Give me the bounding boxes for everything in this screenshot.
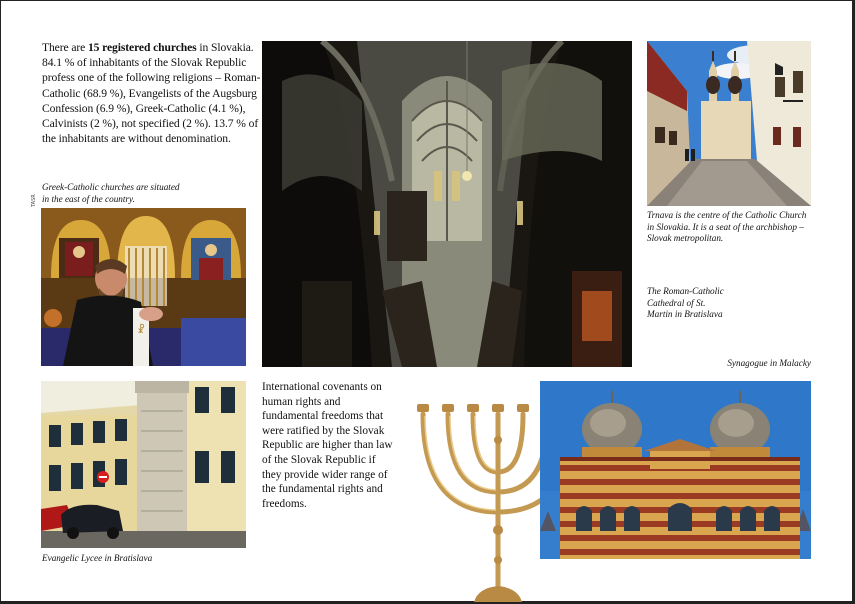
synagogue-caption: Synagogue in Malacky (727, 358, 811, 368)
intro-paragraph (42, 40, 262, 146)
greek-catholic-caption-line-1: Greek-Catholic churches are situated (42, 182, 180, 192)
cathedral-caption-line-1: The Roman-Catholic (647, 286, 724, 296)
cathedral-caption (647, 286, 807, 321)
greek-catholic-caption-line-2: in the east of the country. (42, 193, 135, 204)
cathedral-caption-line-2: Cathedral of St. (647, 297, 706, 308)
trnava-street-photo (647, 41, 811, 206)
cathedral-interior-photo (262, 41, 632, 367)
synagogue-photo (540, 381, 811, 559)
svg-text:☧: ☧ (137, 325, 145, 336)
intro-bold: 15 registered churches (87, 41, 197, 54)
greek-catholic-caption (42, 182, 252, 205)
trnava-caption-line-1: Trnava is the centre of the Catholic Church (647, 210, 807, 220)
cathedral-caption-line-3: Martin in Bratislava (647, 309, 723, 319)
greek-catholic-church-photo (41, 208, 246, 366)
intro-rest: in Slovakia. 84.1 % of inhabitants of the Slovak Republic profess one of the following religions – Roman-Catholic (68.9 %), Evangelists of the Augsburg Confession (6.9 %), Greek-Catholic (4.1 %), Calvinists (2 %), not specified (2 %). 13.7 % of the inhabitants are without denomination. (42, 41, 261, 146)
lycee-caption: Evangelic Lycee in Bratislava (42, 553, 153, 563)
covenant-paragraph: International covenants on human rights and fundamental freedoms that were ratified by the Slovak Republic are higher than law of the Slovak Republic if they provide wider range of the fundamental rights and freedoms. (262, 381, 393, 510)
photo-credit: TASR (31, 194, 37, 207)
intro-lead: There are (42, 41, 88, 54)
evangelic-lycee-photo (41, 381, 246, 548)
trnava-caption-line-2: in Slovakia. It is a seat of the archbishop – (647, 221, 804, 232)
trnava-caption (647, 210, 822, 245)
trnava-caption-line-3: Slovak metropolitan. (647, 233, 724, 243)
